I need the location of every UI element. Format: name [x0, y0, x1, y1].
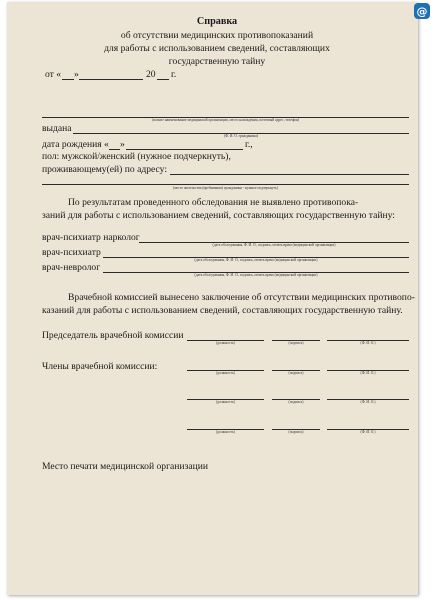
issued-label: выдана	[42, 123, 72, 134]
chairman-name-caption: (Ф. И. О.)	[360, 341, 376, 345]
birth-date-mid: »	[120, 139, 125, 150]
chairman-position-caption: (должность)	[216, 341, 235, 345]
residence-field-1[interactable]	[170, 174, 409, 175]
members-label: Члены врачебной комиссии:	[42, 361, 158, 372]
fio-caption: (Ф. И. О. гражданина)	[224, 134, 258, 138]
doctor-caption-narcologist: (дата обследования, Ф. И. О., подпись, печать врача (медицинской организации)	[212, 243, 336, 247]
member-1-name-caption: (Ф. И. О.)	[360, 371, 376, 375]
residence-caption: (место жительства (пребывания) гражданина - нужное подчеркнуть)	[173, 186, 278, 190]
date-year-suffix: г.	[171, 69, 177, 80]
subtitle-line-1: об отсутствии медицинских противопоказаний	[120, 30, 314, 41]
member-3-position-caption: (должность)	[216, 430, 235, 434]
stamp-place-label: Место печати медицинской организации	[42, 461, 209, 472]
subtitle-line-3: государственную тайну	[168, 56, 266, 67]
date-close-quote: »	[74, 69, 79, 80]
gender-label: пол: мужской/женский (нужное подчеркнуть),	[42, 151, 231, 162]
subtitle-line-2: для работы с использованием сведений, составляющих	[104, 43, 330, 54]
commission-paragraph-line-1: Врачебной комиссией вынесено заключение об отсутствии медицинских противопо-	[68, 292, 415, 303]
birth-date-label: дата рождения «	[42, 139, 109, 150]
member-2-signature-caption: (подпись)	[288, 400, 304, 404]
doctor-caption-psychiatrist: (дата обследования, Ф. И. О., подпись, печать врача (медицинской организации)	[194, 258, 318, 262]
chairman-signature-caption: (подпись)	[288, 341, 304, 345]
member-3-name-caption: (Ф. И. О.)	[360, 430, 376, 434]
doctor-label-psychiatrist: врач-психиатр	[42, 247, 101, 258]
member-1-position-caption: (должность)	[216, 371, 235, 375]
exam-paragraph-line-2: заний для работы с использованием сведений, составляющих государственную тайну:	[42, 210, 395, 221]
residence-label: проживающему(ей) по адресу:	[42, 164, 168, 175]
exam-paragraph-line-1: По результатам проведенного обследования не выявлено противопока-	[68, 197, 359, 208]
member-3-signature-caption: (подпись)	[288, 430, 304, 434]
birth-month-year-field[interactable]	[126, 149, 243, 150]
doctor-label-neurologist: врач-невролог	[42, 262, 101, 273]
birth-date-suffix: г.,	[245, 139, 253, 150]
member-2-position-caption: (должность)	[216, 400, 235, 404]
member-1-signature-caption: (подпись)	[288, 371, 304, 375]
doctor-label-narcologist: врач-психиатр нарколог	[42, 232, 140, 243]
member-2-name-caption: (Ф. И. О.)	[360, 400, 376, 404]
date-year-prefix: 20	[146, 69, 156, 80]
doctor-caption-neurologist: (дата обследования, Ф. И. О., подпись, печать врача (медицинской организации)	[194, 273, 318, 277]
site-logo-icon[interactable]: @	[414, 3, 430, 19]
date-month-field[interactable]	[79, 79, 143, 80]
organization-caption: (полное наименование медицинской организации, место нахождения, почтовый адрес, телефон)	[151, 118, 300, 122]
chairman-label: Председатель врачебной комиссии	[42, 330, 184, 341]
commission-paragraph-line-2: казаний для работы с использованием сведений, составляющих государственную тайну.	[42, 305, 403, 316]
birth-day-field[interactable]	[109, 149, 120, 150]
document-title: Справка	[196, 16, 238, 27]
date-year-field[interactable]	[157, 79, 169, 80]
date-from-label: от «	[45, 69, 62, 80]
residence-field-2[interactable]	[42, 184, 409, 185]
date-day-field[interactable]	[62, 79, 74, 80]
